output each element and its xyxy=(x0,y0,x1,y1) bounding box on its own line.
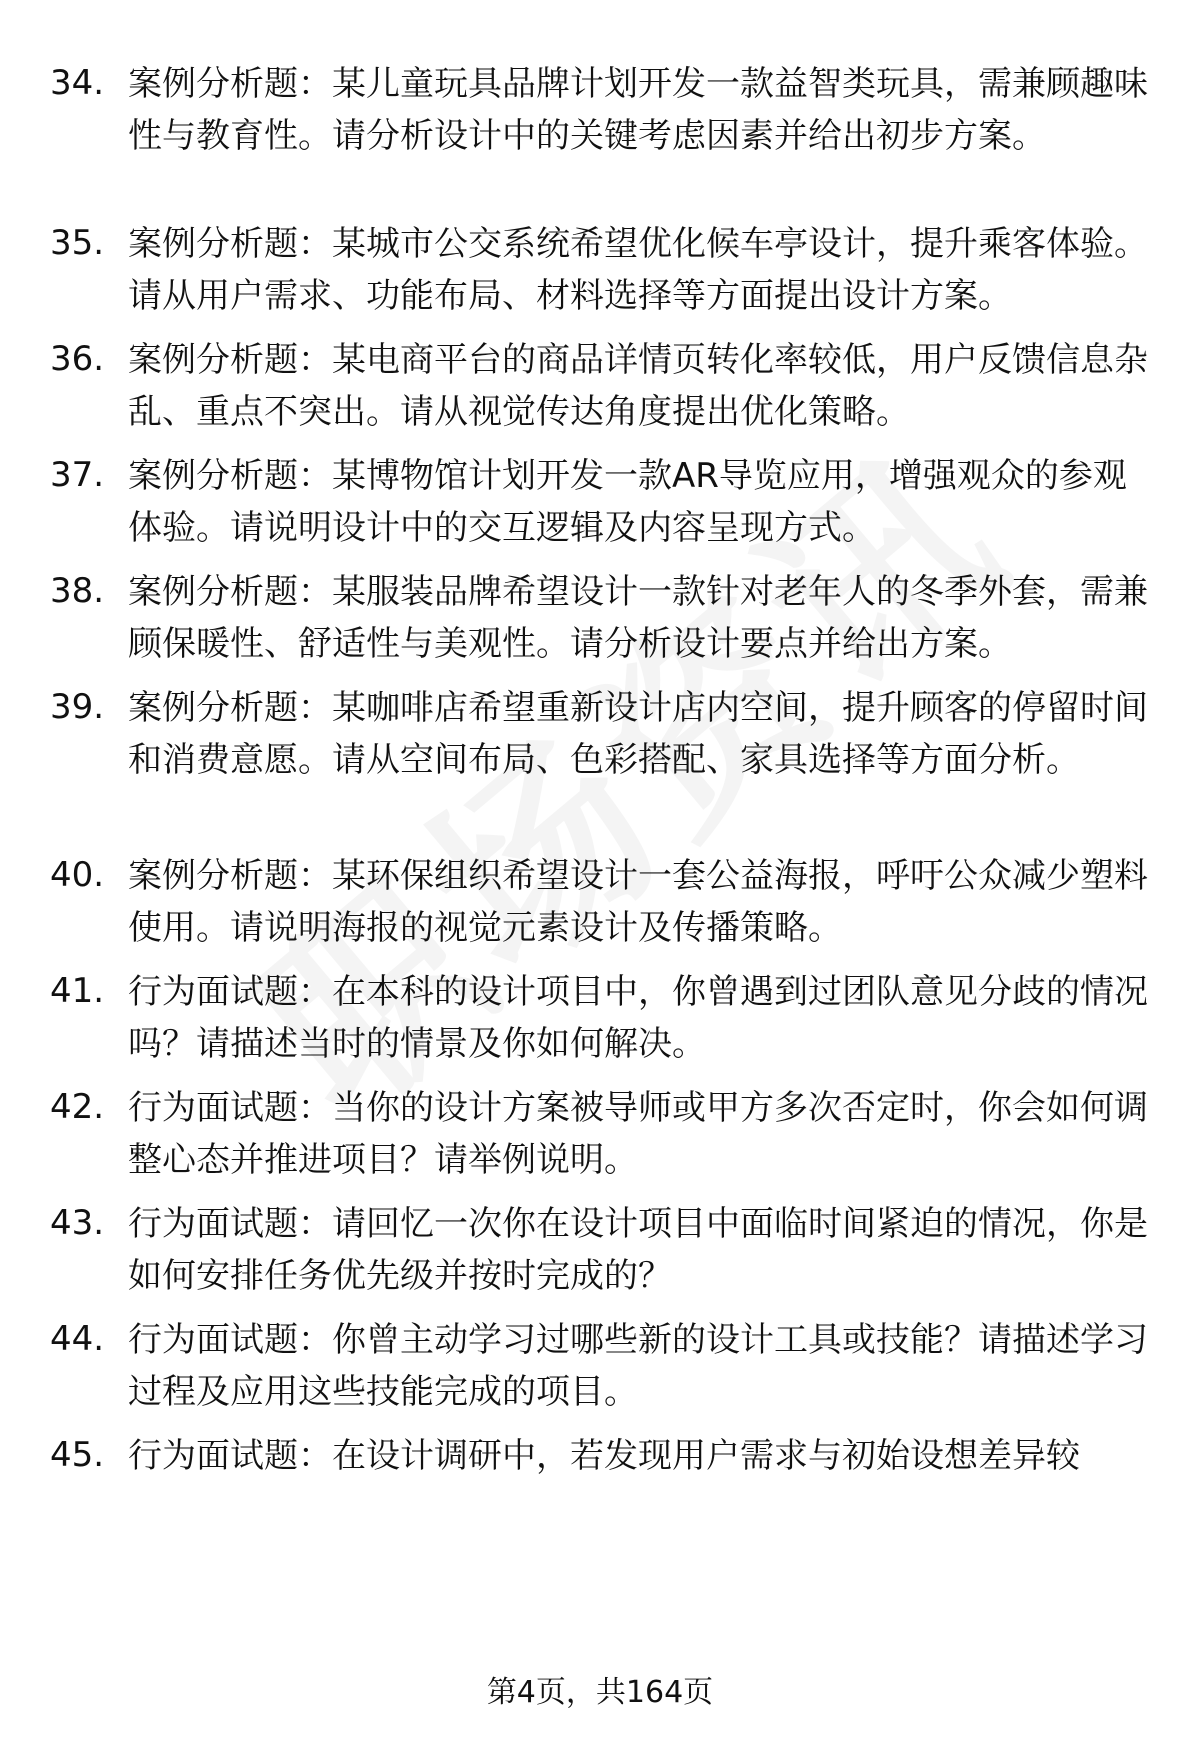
question-number: 45. xyxy=(50,1435,105,1475)
question-number: 40. xyxy=(50,855,105,895)
question-text: 案例分析题：某儿童玩具品牌计划开发一款益智类玩具，需兼顾趣味性与教育性。请分析设计中的关键考虑因素并给出初步方案。 xyxy=(128,64,1148,156)
question-number: 36. xyxy=(50,339,105,379)
question-number: 38. xyxy=(50,571,105,611)
question-text: 行为面试题：在本科的设计项目中，你曾遇到过团队意见分歧的情况吗？请描述当时的情景及你如何解决。 xyxy=(128,972,1148,1064)
question-text: 行为面试题：请回忆一次你在设计项目中面临时间紧迫的情况，你是如何安排任务优先级并按时完成的？ xyxy=(128,1204,1148,1296)
question-number: 43. xyxy=(50,1203,105,1243)
question-text: 案例分析题：某服装品牌希望设计一款针对老年人的冬季外套，需兼顾保暖性、舒适性与美观性。请分析设计要点并给出方案。 xyxy=(128,572,1148,664)
question-number: 41. xyxy=(50,971,105,1011)
question-number: 44. xyxy=(50,1319,105,1359)
question-text: 案例分析题：某咖啡店希望重新设计店内空间，提升顾客的停留时间和消费意愿。请从空间布局、色彩搭配、家具选择等方面分析。 xyxy=(128,688,1148,780)
question-text: 案例分析题：某环保组织希望设计一套公益海报，呼吁公众减少塑料使用。请说明海报的视觉元素设计及传播策略。 xyxy=(128,856,1148,948)
question-text: 案例分析题：某博物馆计划开发一款AR导览应用，增强观众的参观体验。请说明设计中的交互逻辑及内容呈现方式。 xyxy=(128,456,1127,548)
question-text: 案例分析题：某城市公交系统希望优化候车亭设计，提升乘客体验。请从用户需求、功能布局、材料选择等方面提出设计方案。 xyxy=(128,224,1148,316)
question-number: 42. xyxy=(50,1087,105,1127)
question-text: 行为面试题：在设计调研中，若发现用户需求与初始设想差异较 xyxy=(128,1436,1080,1476)
question-text: 案例分析题：某电商平台的商品详情页转化率较低，用户反馈信息杂乱、重点不突出。请从视觉传达角度提出优化策略。 xyxy=(128,340,1148,432)
question-text: 行为面试题：你曾主动学习过哪些新的设计工具或技能？请描述学习过程及应用这些技能完成的项目。 xyxy=(128,1320,1148,1412)
question-number: 35. xyxy=(50,223,105,263)
question-text: 行为面试题：当你的设计方案被导师或甲方多次否定时，你会如何调整心态并推进项目？请举例说明。 xyxy=(128,1088,1148,1180)
page-footer: 第4页，共164页 xyxy=(486,1675,714,1710)
question-number: 37. xyxy=(50,455,105,495)
question-number: 39. xyxy=(50,687,105,727)
question-number: 34. xyxy=(50,63,105,103)
